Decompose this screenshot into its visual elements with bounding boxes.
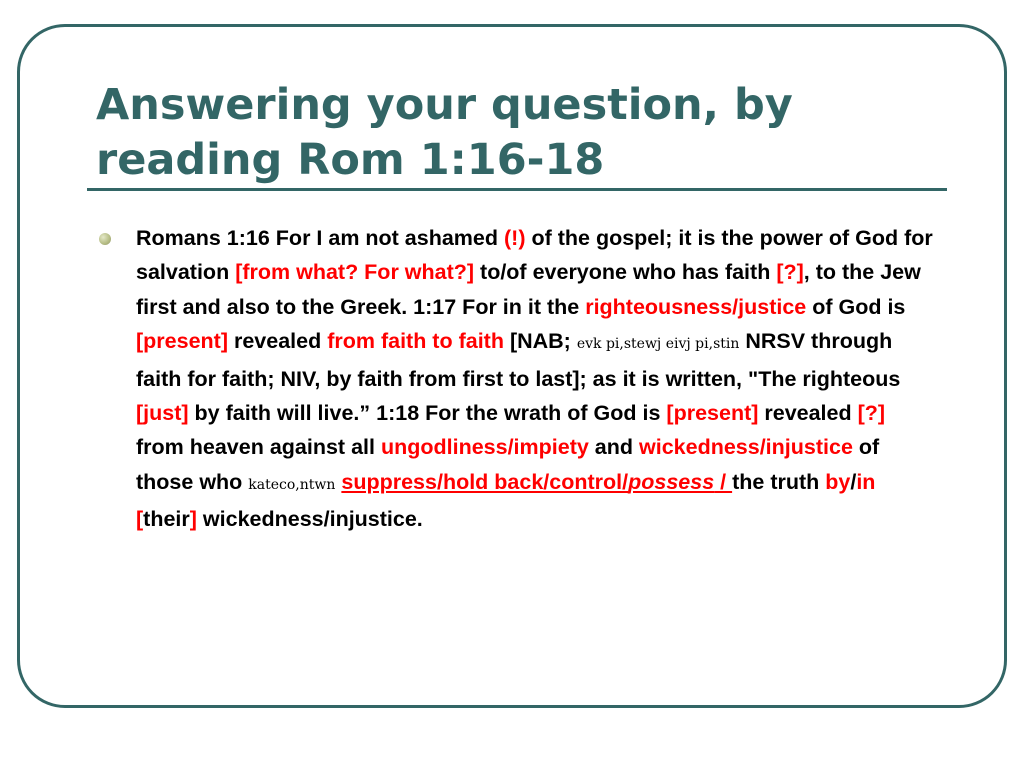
slide-title-line-2: reading Rom 1:16-18 bbox=[96, 135, 605, 185]
text-run: revealed bbox=[227, 329, 328, 354]
text-run: of those who bbox=[136, 435, 880, 494]
text-run: to/of everyone who has faith bbox=[474, 260, 777, 285]
text-run: , to the Jew first and also to the Greek. 1:17 For in it the bbox=[136, 260, 921, 319]
text-run: / bbox=[850, 469, 857, 494]
text-run: and bbox=[588, 435, 639, 460]
emphasis-run: by bbox=[825, 469, 851, 494]
text-run: of the gospel; it is the power of God for salvation bbox=[136, 226, 933, 285]
emphasis-run: [?] bbox=[857, 401, 886, 426]
emphasis-run: [?] bbox=[776, 260, 804, 285]
emphasis-run: [present] bbox=[666, 401, 759, 426]
text-run: their bbox=[143, 507, 190, 532]
text-run: wickedness/injustice. bbox=[196, 507, 423, 532]
emphasis-run-underlined: / bbox=[714, 469, 733, 494]
emphasis-run: [present] bbox=[136, 329, 228, 354]
bullet-text bbox=[136, 221, 936, 537]
emphasis-run: in bbox=[856, 469, 876, 494]
text-run: revealed bbox=[758, 401, 858, 426]
greek-transliteration: evk pi,stewj eivj pi,stin bbox=[576, 336, 740, 353]
emphasis-run: (!) bbox=[504, 226, 526, 250]
text-run: by faith will live.” 1:18 For the wrath of God is bbox=[188, 401, 667, 426]
emphasis-run: [ bbox=[136, 507, 144, 532]
emphasis-run: from faith to faith bbox=[327, 329, 504, 354]
text-run: of God is bbox=[806, 294, 906, 319]
text-run: [NAB; bbox=[503, 329, 577, 354]
bullet-dot-icon bbox=[99, 233, 111, 245]
title-divider bbox=[87, 188, 947, 191]
emphasis-run: [from what? For what?] bbox=[235, 260, 475, 285]
slide-title bbox=[96, 78, 976, 188]
text-run: from heaven against all bbox=[136, 435, 381, 460]
emphasis-run-underlined: suppress/hold back/control/ bbox=[341, 469, 629, 494]
text-run: Romans 1:16 For I am not ashamed bbox=[136, 226, 504, 250]
emphasis-run: wickedness/injustice bbox=[639, 435, 853, 460]
emphasis-run: ] bbox=[189, 507, 197, 532]
emphasis-run: [just] bbox=[136, 401, 189, 426]
emphasis-run-underlined-italic: possess bbox=[628, 469, 715, 494]
slide-title-line-1: Answering your question, by bbox=[96, 80, 793, 130]
greek-transliteration: kateco,ntwn bbox=[248, 476, 336, 493]
text-run: NRSV through faith for faith; NIV, by faith from first to last]; as it is written, "The righteous bbox=[136, 329, 901, 391]
emphasis-run: righteousness/justice bbox=[585, 294, 807, 319]
text-run: the truth bbox=[732, 469, 826, 494]
emphasis-run: ungodliness/impiety bbox=[380, 435, 589, 460]
